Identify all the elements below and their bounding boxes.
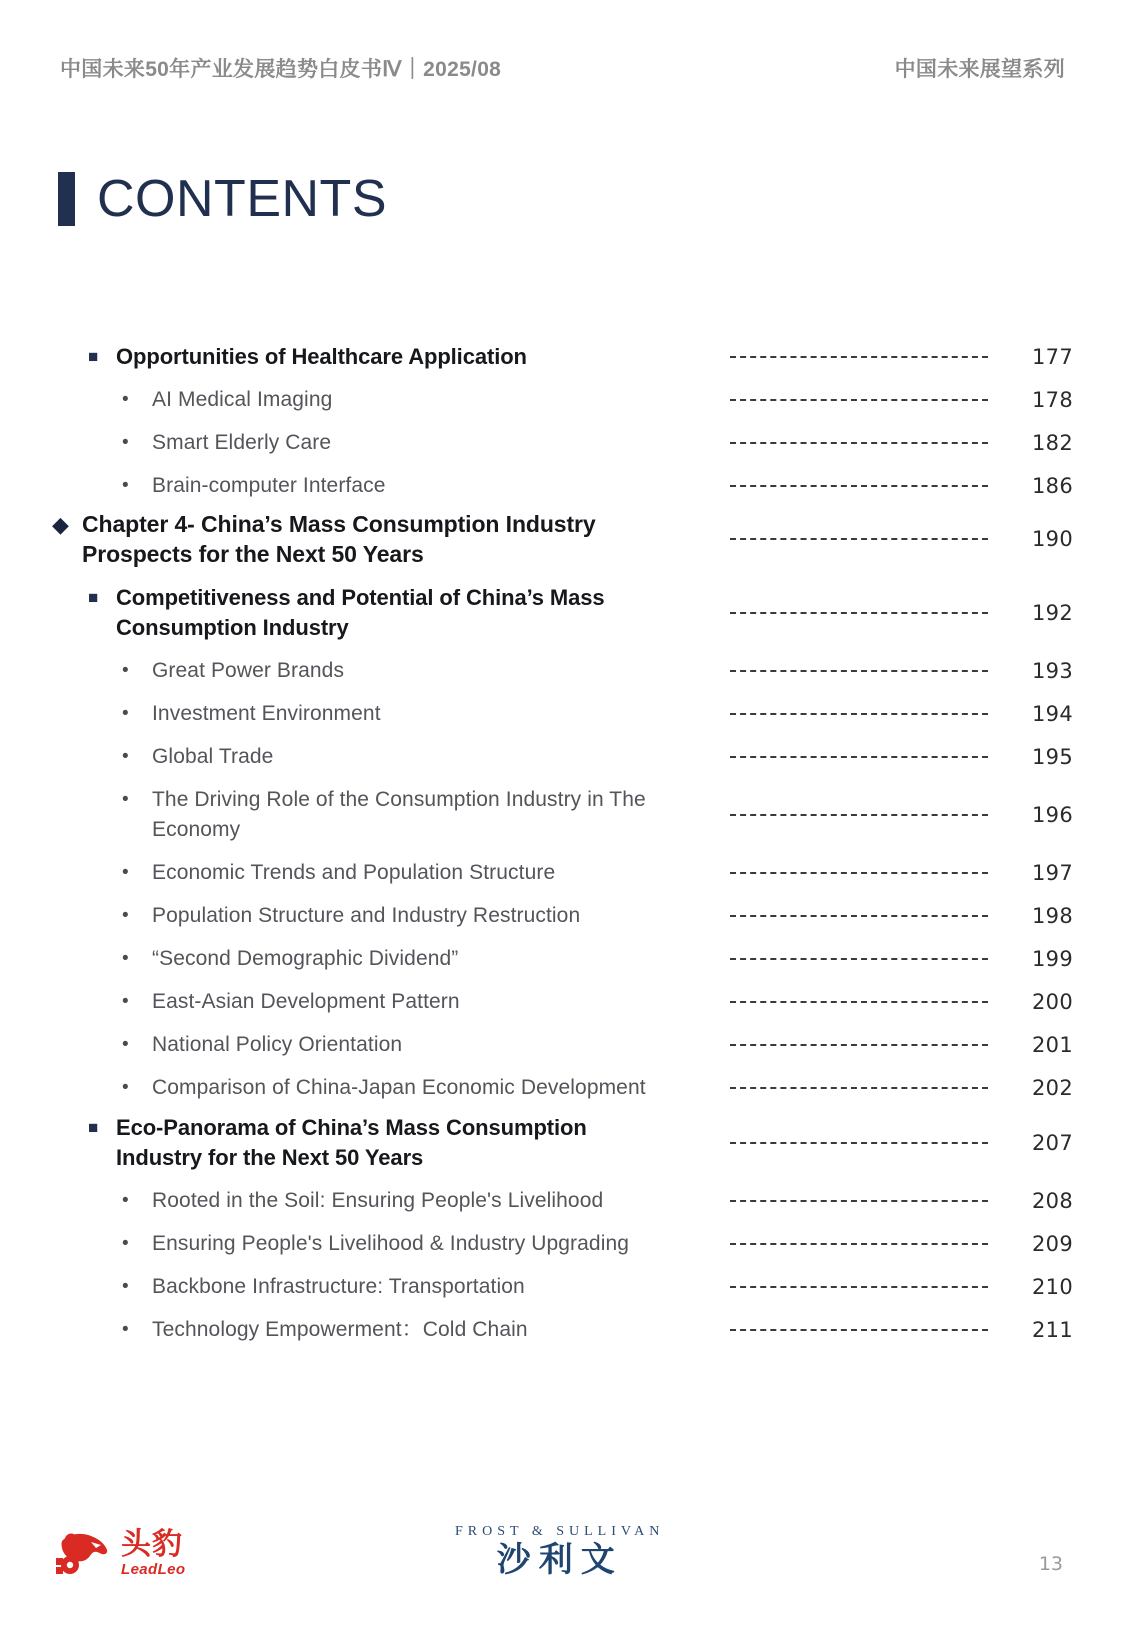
toc-leader-group: [730, 342, 1073, 372]
square-bullet-icon: ■: [88, 1118, 99, 1137]
toc-entry-label: [52, 785, 652, 845]
toc-entry-text: Economic Trends and Population Structure: [152, 861, 556, 884]
toc-entry[interactable]: [52, 1060, 1073, 1103]
dot-bullet-icon: •: [122, 1233, 129, 1254]
toc-leader-group: [730, 742, 1073, 772]
toc-entry-text: Brain-computer Interface: [152, 474, 386, 497]
header-title-left: 中国未来50年产业发展趋势白皮书Ⅳ｜2025/08: [60, 58, 502, 81]
dotted-leader: [730, 612, 988, 614]
toc-entry-text: The Driving Role of the Consumption Industry in The Economy: [152, 788, 646, 841]
toc-entry-page-number: 197: [1032, 861, 1073, 885]
toc-entry[interactable]: [52, 458, 1073, 501]
toc-entry-label: [52, 742, 652, 772]
toc-entry[interactable]: [52, 1302, 1073, 1345]
dot-bullet-icon: •: [122, 948, 129, 969]
toc-entry-page-number: 210: [1032, 1275, 1073, 1299]
leadleo-en-label: LeadLeo: [121, 1561, 186, 1578]
toc-entry-page-number: 182: [1032, 431, 1073, 455]
toc-leader-group: [730, 1113, 1073, 1173]
toc-leader-group: [730, 583, 1073, 643]
toc-entry-page-number: 177: [1032, 345, 1073, 369]
toc-entry-label: [52, 342, 672, 372]
title-accent-bar: [58, 172, 75, 226]
toc-entry[interactable]: [52, 372, 1073, 415]
toc-entry-page-number: 201: [1032, 1033, 1073, 1057]
toc-entry-label: [52, 944, 652, 974]
toc-entry-page-number: 211: [1032, 1318, 1073, 1342]
toc-entry-text: Technology Empowerment：Cold Chain: [152, 1318, 528, 1341]
toc-leader-group: [730, 944, 1073, 974]
dotted-leader: [730, 485, 988, 487]
dot-bullet-icon: •: [122, 1319, 129, 1340]
leopard-icon: [55, 1532, 111, 1576]
dotted-leader: [730, 356, 988, 358]
toc-entry-text: Investment Environment: [152, 702, 381, 725]
dot-bullet-icon: •: [122, 862, 129, 883]
dotted-leader: [730, 1142, 988, 1144]
diamond-bullet-icon: ◆: [52, 512, 69, 537]
toc-entry-label: [52, 428, 652, 458]
toc-entry-page-number: 192: [1032, 601, 1073, 625]
toc-entry-text: Competitiveness and Potential of China’s Mass Consumption Industry: [116, 585, 605, 640]
toc-leader-group: [730, 785, 1073, 845]
toc-entry-page-number: 190: [1032, 527, 1073, 551]
toc-entry-text: Chapter 4- China’s Mass Consumption Industry Prospects for the Next 50 Years: [82, 511, 596, 567]
toc-leader-group: [730, 858, 1073, 888]
toc-entry-label: [52, 1315, 652, 1345]
dotted-leader: [730, 756, 988, 758]
toc-entry-label: [52, 1229, 652, 1259]
frost-en-label: FROST & SULLIVAN: [455, 1524, 665, 1539]
toc-entry-page-number: 186: [1032, 474, 1073, 498]
dotted-leader: [730, 1243, 988, 1245]
toc-entry[interactable]: [52, 888, 1073, 931]
dot-bullet-icon: •: [122, 660, 129, 681]
square-bullet-icon: ■: [88, 588, 99, 607]
dotted-leader: [730, 538, 988, 540]
toc-entry[interactable]: [52, 845, 1073, 888]
toc-entry-label: [52, 1113, 672, 1173]
toc-entry-text: Great Power Brands: [152, 659, 345, 682]
toc-entry-label: [52, 1272, 652, 1302]
toc-entry[interactable]: [52, 974, 1073, 1017]
toc-entry[interactable]: [52, 332, 1073, 372]
toc-entry-text: Backbone Infrastructure: Transportation: [152, 1275, 525, 1298]
toc-leader-group: [730, 509, 1073, 569]
toc-entry-text: East-Asian Development Pattern: [152, 990, 460, 1013]
toc-entry-label: [52, 1186, 652, 1216]
toc-leader-group: [730, 901, 1073, 931]
dot-bullet-icon: •: [122, 1276, 129, 1297]
dot-bullet-icon: •: [122, 703, 129, 724]
toc-entry-text: Population Structure and Industry Restruction: [152, 904, 581, 927]
page-number: 13: [1038, 1553, 1063, 1575]
toc-entry[interactable]: [52, 931, 1073, 974]
dotted-leader: [730, 1200, 988, 1202]
toc-entry-label: [52, 656, 652, 686]
toc-entry-text: Global Trade: [152, 745, 274, 768]
toc-entry-page-number: 193: [1032, 659, 1073, 683]
page-header: [60, 48, 1065, 88]
dotted-leader: [730, 670, 988, 672]
toc-entry-page-number: 198: [1032, 904, 1073, 928]
toc-leader-group: [730, 699, 1073, 729]
toc-leader-group: [730, 428, 1073, 458]
toc-leader-group: [730, 987, 1073, 1017]
toc-entry[interactable]: [52, 643, 1073, 686]
toc-leader-group: [730, 1073, 1073, 1103]
dotted-leader: [730, 1329, 988, 1331]
toc-leader-group: [730, 1030, 1073, 1060]
leadleo-cn-label: 头豹: [121, 1528, 183, 1561]
toc-entry[interactable]: [52, 1103, 1073, 1173]
table-of-contents: [52, 332, 1073, 1345]
toc-entry-label: [52, 699, 652, 729]
toc-leader-group: [730, 1315, 1073, 1345]
toc-entry-text: National Policy Orientation: [152, 1033, 403, 1056]
toc-entry[interactable]: [52, 772, 1073, 845]
toc-entry-label: [52, 901, 652, 931]
toc-leader-group: [730, 1272, 1073, 1302]
dotted-leader: [730, 814, 988, 816]
toc-entry-label: [52, 471, 652, 501]
dot-bullet-icon: •: [122, 1190, 129, 1211]
toc-entry-label: [52, 583, 672, 643]
toc-entry-text: Ensuring People's Livelihood & Industry Upgrading: [152, 1232, 630, 1255]
dot-bullet-icon: •: [122, 389, 129, 410]
toc-entry-text: Smart Elderly Care: [152, 431, 332, 454]
toc-entry-text: “Second Demographic Dividend”: [152, 947, 459, 970]
dot-bullet-icon: •: [122, 1034, 129, 1055]
dotted-leader: [730, 1286, 988, 1288]
leadleo-wordmark: [121, 1530, 185, 1577]
toc-leader-group: [730, 656, 1073, 686]
dot-bullet-icon: •: [122, 905, 129, 926]
leadleo-logo: [55, 1530, 185, 1577]
toc-entry-page-number: 202: [1032, 1076, 1073, 1100]
dot-bullet-icon: •: [122, 991, 129, 1012]
page-title: [58, 172, 387, 226]
dot-bullet-icon: •: [122, 1077, 129, 1098]
square-bullet-icon: ■: [88, 347, 99, 366]
toc-entry-label: [52, 509, 692, 569]
toc-entry-text: Opportunities of Healthcare Application: [116, 344, 527, 369]
toc-entry-page-number: 178: [1032, 388, 1073, 412]
dot-bullet-icon: •: [122, 475, 129, 496]
toc-entry-label: [52, 858, 652, 888]
header-title-right: 中国未来展望系列: [894, 58, 1065, 81]
toc-entry-label: [52, 987, 652, 1017]
toc-leader-group: [730, 385, 1073, 415]
dotted-leader: [730, 1044, 988, 1046]
toc-entry[interactable]: [52, 729, 1073, 772]
dot-bullet-icon: •: [122, 432, 129, 453]
title-label: CONTENTS: [97, 170, 387, 228]
toc-entry[interactable]: [52, 1259, 1073, 1302]
frost-cn-label: 沙利文: [496, 1541, 623, 1579]
toc-entry-text: Eco-Panorama of China’s Mass Consumption Industry for the Next 50 Years: [116, 1115, 587, 1170]
toc-entry-label: [52, 385, 652, 415]
frost-sullivan-logo: [455, 1524, 664, 1577]
toc-leader-group: [730, 471, 1073, 501]
dotted-leader: [730, 399, 988, 401]
page-footer: [0, 1505, 1125, 1625]
toc-entry-text: Rooted in the Soil: Ensuring People's Livelihood: [152, 1189, 604, 1212]
toc-entry-label: [52, 1030, 652, 1060]
toc-entry[interactable]: [52, 415, 1073, 458]
toc-entry[interactable]: [52, 686, 1073, 729]
toc-entry[interactable]: [52, 1017, 1073, 1060]
toc-entry-page-number: 199: [1032, 947, 1073, 971]
toc-entry-page-number: 200: [1032, 990, 1073, 1014]
toc-entry-label: [52, 1073, 652, 1103]
dotted-leader: [730, 442, 988, 444]
toc-entry-text: Comparison of China-Japan Economic Development: [152, 1076, 646, 1099]
toc-leader-group: [730, 1186, 1073, 1216]
toc-entry-text: AI Medical Imaging: [152, 388, 333, 411]
toc-entry-page-number: 208: [1032, 1189, 1073, 1213]
toc-entry[interactable]: [52, 1173, 1073, 1216]
toc-entry-page-number: 195: [1032, 745, 1073, 769]
toc-leader-group: [730, 1229, 1073, 1259]
dotted-leader: [730, 872, 988, 874]
dotted-leader: [730, 915, 988, 917]
dotted-leader: [730, 1001, 988, 1003]
dotted-leader: [730, 958, 988, 960]
toc-entry-page-number: 196: [1032, 803, 1073, 827]
dot-bullet-icon: •: [122, 789, 129, 810]
toc-entry[interactable]: [52, 501, 1073, 569]
dot-bullet-icon: •: [122, 746, 129, 767]
dotted-leader: [730, 1087, 988, 1089]
toc-entry[interactable]: [52, 573, 1073, 643]
toc-entry-page-number: 209: [1032, 1232, 1073, 1256]
toc-entry[interactable]: [52, 1216, 1073, 1259]
toc-entry-page-number: 207: [1032, 1131, 1073, 1155]
dotted-leader: [730, 713, 988, 715]
toc-entry-page-number: 194: [1032, 702, 1073, 726]
